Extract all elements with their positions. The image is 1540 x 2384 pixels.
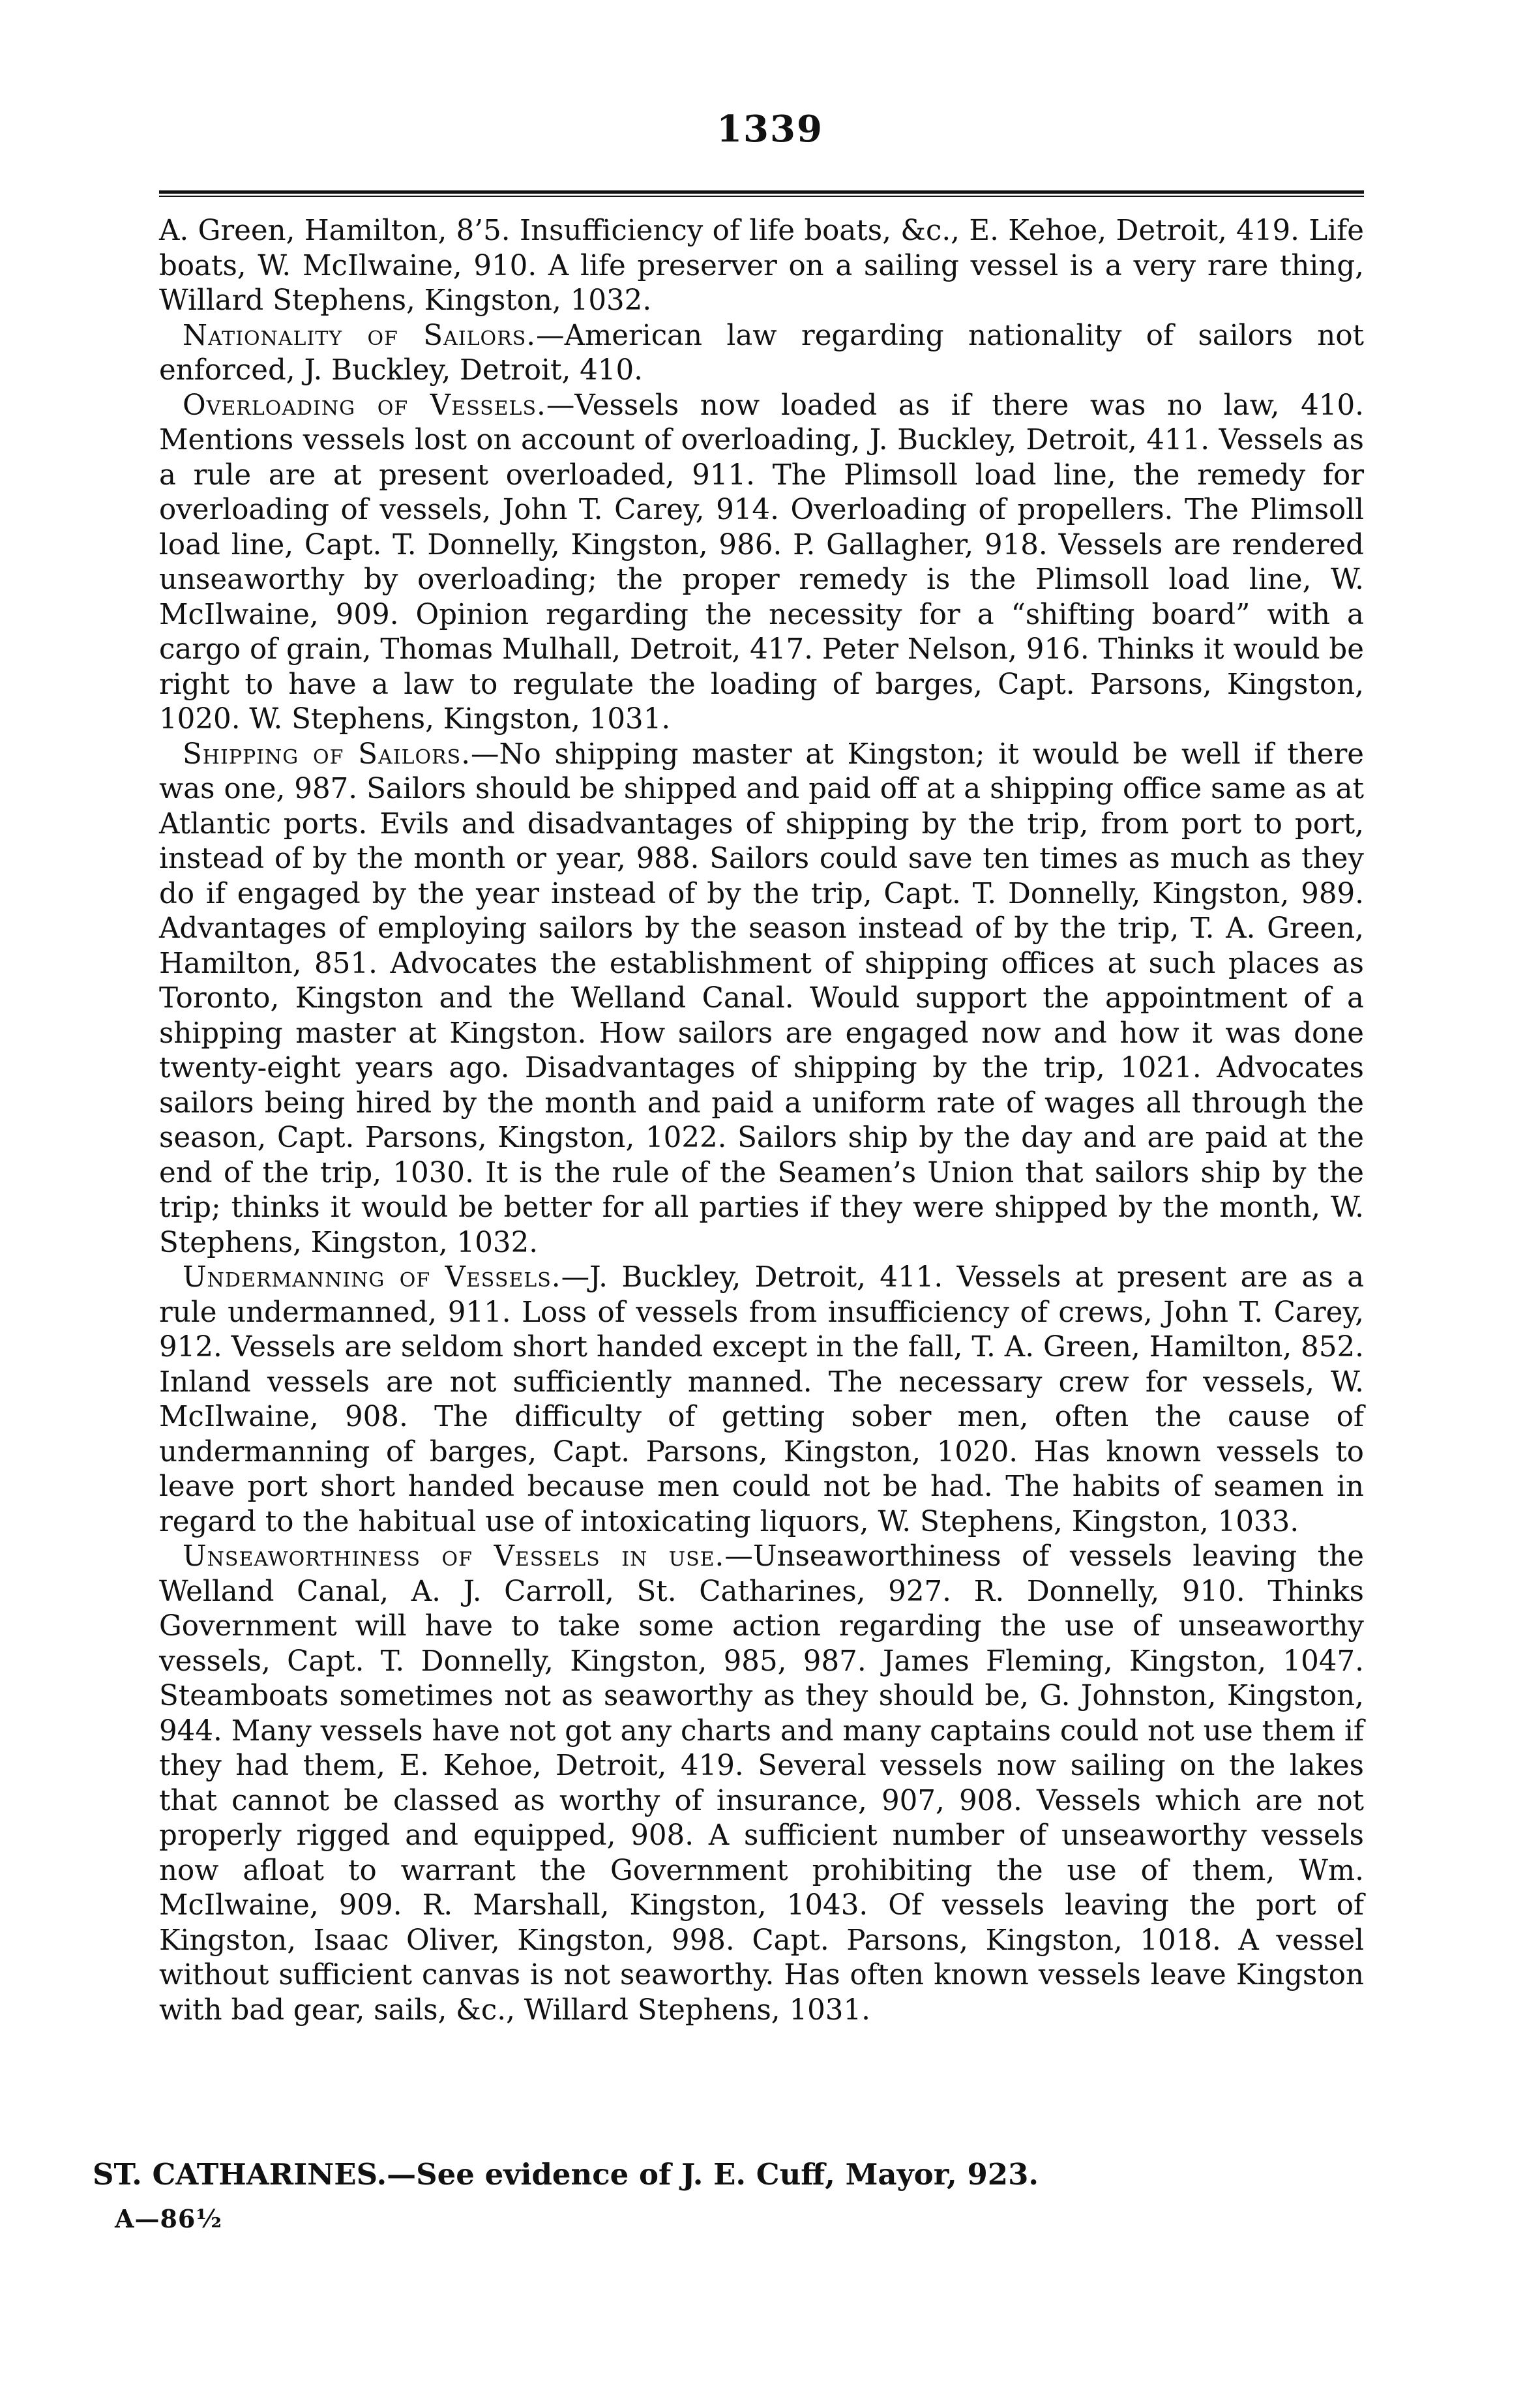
section-heading: Undermanning of Vessels. (183, 1261, 561, 1294)
footer-entry-st-catharines (93, 2156, 1397, 2194)
printer-signature-mark: A—86½ (115, 2204, 222, 2233)
intro-paragraph: A. Green, Hamilton, 8’5. Insufficiency of life boats, &c., E. Kehoe, Detroit, 419. Life boats, W. McIlwaine, 910. A life preserver on a sailing vessel is a very rare thing, Willard Stephens, Kingston, 1032. (159, 215, 1364, 317)
section-text: —J. Buckley, Detroit, 411. Vessels at present are as a rule undermanned, 911. Loss of vessels from insufficiency of crews, John T. Carey, 912. Vessels are seldom short handed except in the fall, T. A. Green, Hamilton, 852. Inland vessels are not sufficiently manned. The necessary crew for vessels, W. McIlwaine, 908. The difficulty of getting sober men, often the cause of undermanning of barges, Capt. Parsons, Kingston, 1020. Has known vessels to leave port short handed because men could not be had. The habits of seamen in regard to the habitual use of intoxicating liquors, W. Stephens, Kingston, 1033. (159, 1261, 1365, 1538)
section-heading: Shipping of Sailors. (183, 738, 471, 771)
section-text: —Unseaworthiness of vessels leaving the Welland Canal, A. J. Carroll, St. Catharines, 927. R. Donnelly, 910. Thinks Government will have to take some action regarding the use of unseaworthy vessels, Capt. T. Donnelly, Kingston, 985, 987. James Fleming, Kingston, 1047. Steamboats sometimes not as seaworthy as they should be, G. Johnston, Kingston, 944. Many vessels have not got any charts and many captains could not use them if they had them, E. Kehoe, Detroit, 419. Several vessels now sailing on the lakes that cannot be classed as worthy of insurance, 907, 908. Vessels which are not properly rigged and equipped, 908. A sufficient number of unseaworthy vessels now afloat to warrant the Government prohibiting the use of them, Wm. McIlwaine, 909. R. Marshall, Kingston, 1043. Of vessels leaving the port of Kingston, Isaac Oliver, Kingston, 998. Capt. Parsons, Kingston, 1018. A vessel without sufficient canvas is not seaworthy. Has often known vessels leave Kingston with bad gear, sails, &c., Willard Stephens, 1031. (159, 1540, 1364, 2027)
footer-place: ST. CATHARINES. (93, 2157, 387, 2192)
section-unseaworthiness-of-vessels (159, 1540, 1364, 2028)
section-heading: Nationality of Sailors. (183, 319, 537, 352)
section-heading: Unseaworthiness of Vessels in use. (183, 1540, 725, 1573)
page-number: 1339 (717, 108, 823, 151)
header-rule (159, 190, 1364, 197)
section-heading: Overloading of Vessels. (183, 389, 546, 422)
section-nationality-of-sailors (159, 319, 1364, 389)
index-body (159, 214, 1364, 2028)
section-overloading-of-vessels (159, 389, 1364, 738)
section-shipping-of-sailors (159, 738, 1364, 1261)
section-text: —American law regarding nationality of sailors not enforced, J. Buckley, Detroit, 410. (159, 319, 1364, 387)
section-undermanning-of-vessels (159, 1260, 1364, 1540)
footer-text: —See evidence of J. E. Cuff, Mayor, 923. (387, 2157, 1039, 2192)
section-text: —Vessels now loaded as if there was no law, 410. Mentions vessels lost on account of overloading, J. Buckley, Detroit, 411. Vessels as a rule are at present overloaded, 911. The Plimsoll load line, the remedy for overloading of vessels, John T. Carey, 914. Overloading of propellers. The Plimsoll load line, Capt. T. Donnelly, Kingston, 986. P. Gallagher, 918. Vessels are rendered unseaworthy by overloading; the proper remedy is the Plimsoll load line, W. McIlwaine, 909. Opinion regarding the necessity for a “shifting board” with a cargo of grain, Thomas Mulhall, Detroit, 417. Peter Nelson, 916. Thinks it would be right to have a law to regulate the loading of barges, Capt. Parsons, Kingston, 1020. W. Stephens, Kingston, 1031. (159, 389, 1364, 736)
section-text: —No shipping master at Kingston; it would be well if there was one, 987. Sailors should be shipped and paid off at a shipping office same as at Atlantic ports. Evils and disadvantages of shipping by the trip, from port to port, instead of by the month or year, 988. Sailors could save ten times as much as they do if engaged by the year instead of by the trip, Capt. T. Donnelly, Kingston, 989. Advantages of employing sailors by the season instead of by the trip, T. A. Green, Hamilton, 851. Advocates the establishment of shipping offices at such places as Toronto, Kingston and the Welland Canal. Would support the appointment of a shipping master at Kingston. How sailors are engaged now and how it was done twenty-eight years ago. Disadvantages of shipping by the trip, 1021. Advocates sailors being hired by the month and paid a uniform rate of wages all through the season, Capt. Parsons, Kingston, 1022. Sailors ship by the day and are paid at the end of the trip, 1030. It is the rule of the Seamen’s Union that sailors ship by the trip; thinks it would be better for all parties if they were shipped by the month, W. Stephens, Kingston, 1032. (159, 738, 1364, 1259)
